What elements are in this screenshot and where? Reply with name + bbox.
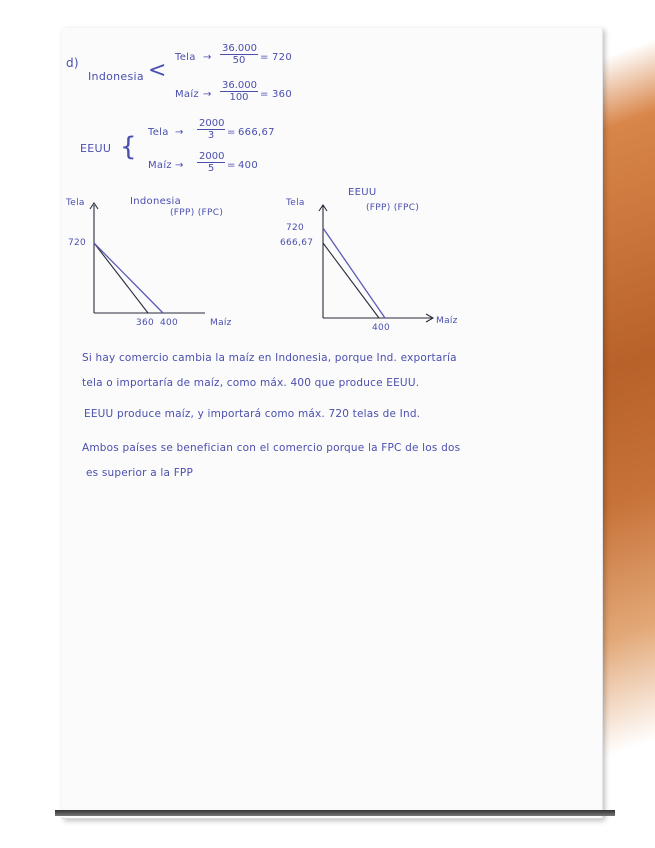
indonesia-maiz-label: Maíz [175, 89, 199, 100]
arrow-icon: → [203, 52, 212, 63]
equals-sign: = [227, 127, 236, 138]
eeuu-tela-fraction: $\frac{2000}{3}$ [199, 118, 225, 141]
equals-sign: = [260, 89, 269, 100]
eeuu-y-tick-ppf: 666,67 [280, 238, 314, 248]
part-label: d) [66, 56, 79, 70]
indonesia-brace: < [148, 58, 167, 83]
indonesia-tela-result: 720 [272, 52, 292, 63]
eeuu-ppf-line [323, 243, 379, 318]
arrow-icon: → [175, 160, 184, 171]
indonesia-x-tick-cpf: 400 [160, 318, 179, 328]
text-line-3: EEUU produce maíz, y importará como máx. 720 telas de Ind. [84, 408, 421, 420]
indonesia-tela-label: Tela [175, 52, 196, 63]
indonesia-graph-title: Indonesia [130, 196, 182, 207]
eeuu-tela-result: 666,67 [238, 127, 275, 138]
arrow-icon: → [175, 127, 184, 138]
equals-sign: = [260, 52, 269, 63]
eeuu-y-tick-cpf: 720 [286, 223, 305, 233]
eeuu-graph-title: EEUU [348, 187, 377, 198]
indonesia-label: Indonesia [88, 70, 144, 83]
eeuu-x-tick: 400 [372, 323, 391, 333]
arrow-icon: → [203, 89, 212, 100]
eeuu-cpf-line [323, 228, 385, 318]
indonesia-y-axis-label: Tela [66, 198, 85, 208]
text-line-1: Si hay comercio cambia la maíz en Indonesia, porque Ind. exportaría [82, 352, 457, 364]
eeuu-graph-subtitle: (FPP) (FPC) [366, 203, 420, 213]
eeuu-y-axis-label: Tela [286, 198, 305, 208]
eeuu-maiz-label: Maíz [148, 160, 172, 171]
indonesia-x-axis-label: Maíz [210, 318, 232, 328]
eeuu-brace: { [120, 132, 137, 162]
eeuu-tela-label: Tela [148, 127, 169, 138]
eeuu-maiz-result: 400 [238, 160, 258, 171]
eeuu-label: EEUU [80, 142, 112, 155]
indonesia-maiz-fraction: $\frac{36.000}{100}$ [222, 80, 257, 103]
indonesia-graph-subtitle: (FPP) (FPC) [170, 208, 224, 218]
equals-sign: = [227, 160, 236, 171]
text-line-2: tela o importaría de maíz, como máx. 400 que produce EEUU. [82, 377, 420, 389]
eeuu-maiz-fraction: $\frac{2000}{5}$ [199, 151, 225, 174]
indonesia-maiz-result: 360 [272, 89, 292, 100]
text-line-5: es superior a la FPP [86, 467, 193, 479]
eeuu-x-axis-label: Maíz [436, 316, 458, 326]
text-line-4: Ambos países se benefician con el comercio porque la FPC de los dos [82, 442, 461, 454]
indonesia-tela-fraction: $\frac{36.000}{50}$ [222, 43, 257, 66]
indonesia-y-tick: 720 [68, 238, 87, 248]
indonesia-x-tick-ppf: 360 [136, 318, 155, 328]
